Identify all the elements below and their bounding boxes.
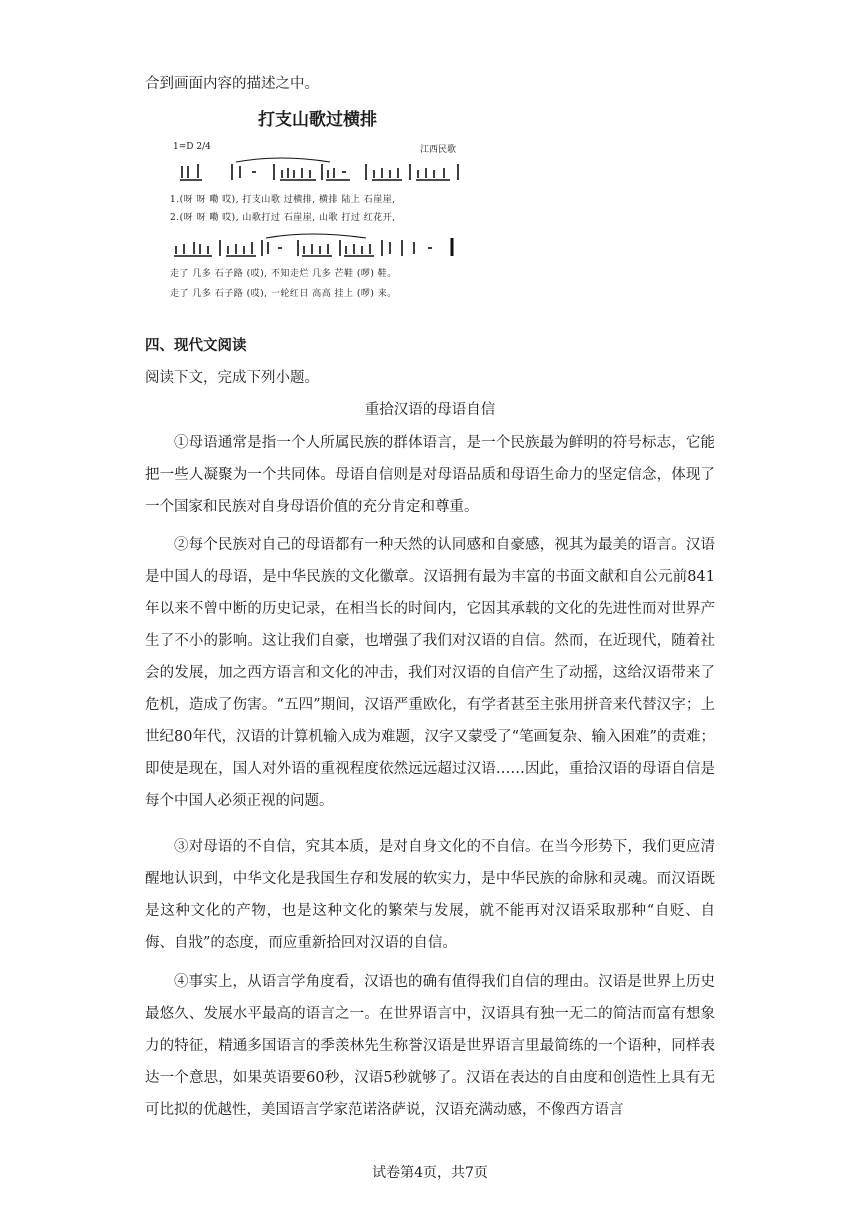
- article-paragraph-3: ③对母语的不自信，究其本质，是对自身文化的不自信。在当今形势下，我们更应清醒地认识到，中华文化是我国生存和发展的软实力，是中华民族的命脉和灵魂。而汉语既是这种文化的产物，也是这种文化的繁荣与发展，就不能再对汉语采取那种“自贬、自侮、自戕”的态度，而应重新拾回对汉语的自信。: [145, 839, 715, 951]
- article-title: 重拾汉语的母语自信: [364, 402, 496, 418]
- score-staff-row-1: [170, 156, 465, 184]
- score-lyrics-row2-verse1: 走了 几多 石子路 (哎), 不知走烂 几多 芒鞋 (啰) 鞋。: [170, 269, 397, 279]
- page-footer: 试卷第4页，共7页: [372, 1165, 488, 1181]
- article-paragraph-1: ①母语通常是指一个人所属民族的群体语言，是一个民族最为鲜明的符号标志，它能把一些人凝聚为一个共同体。母语自信则是对母语品质和母语生命力的坚定信念，体现了一个国家和民族对自身母语价值的充分肯定和尊重。: [145, 435, 715, 515]
- article-paragraph-4: ④事实上，从语言学角度看，汉语也的确有值得我们自信的理由。汉语是世界上历史最悠久、发展水平最高的语言之一。在世界语言中，汉语具有独一无二的简洁而富有想象力的特征，精通多国语言的季羡林先生称誉汉语是世界语言里最简练的一个语种，同样表达一个意思，如果英语要60秒，汉语5秒就够了。汉语在表达的自由度和创造性上具有无可比拟的优越性，美国语言学家范诺洛萨说，汉语充满动感，不像西方语言: [145, 974, 715, 1118]
- intro-tail-text: 合到画面内容的描述之中。: [145, 76, 319, 92]
- section-heading: 四、现代文阅读: [145, 338, 247, 354]
- score-lyrics-row1-verse1: 1.(呀 呀 嘞 哎), 打支山歌 过横排, 横排 陆上 石崖崖,: [170, 195, 396, 205]
- score-tempo: 1=D 2/4: [173, 142, 211, 152]
- score-lyrics-row1-verse2: 2.(呀 呀 嘞 哎), 山歌打过 石崖崖, 山歌 打过 红花开,: [170, 213, 396, 223]
- score-origin: 江西民歌: [420, 145, 457, 155]
- score-staff-row-2: [170, 232, 465, 260]
- article-paragraph-2: ②每个民族对自己的母语都有一种天然的认同感和自豪感，视其为最美的语言。汉语是中国人的母语，是中华民族的文化徽章。汉语拥有最为丰富的书面文献和自公元前841年以来不曾中断的历史记录，在相当长的时间内，它因其承载的文化的先进性而对世界产生了不小的影响。这让我们自豪，也增强了我们对汉语的自信。然而，在近现代，随着社会的发展，加之西方语言和文化的冲击，我们对汉语的自信产生了动摇，这给汉语带来了危机，造成了伤害。“五四”期间，汉语严重欧化，有学者甚至主张用拼音来代替汉字；上世纪80年代，汉语的计算机输入成为难题，汉字又蒙受了“笔画复杂、输入困难”的责难；即使是现在，国人对外语的重视程度依然远远超过汉语……因此，重拾汉语的母语自信是每个中国人必须正视的问题。: [145, 537, 715, 809]
- score-title: 打支山歌过横排: [258, 110, 377, 130]
- music-score-figure: [165, 100, 470, 305]
- score-lyrics-row2-verse2: 走了 几多 石子路 (哎), 一轮红日 高高 挂上 (啰) 来。: [170, 289, 397, 299]
- reading-instruction: 阅读下文，完成下列小题。: [145, 370, 319, 386]
